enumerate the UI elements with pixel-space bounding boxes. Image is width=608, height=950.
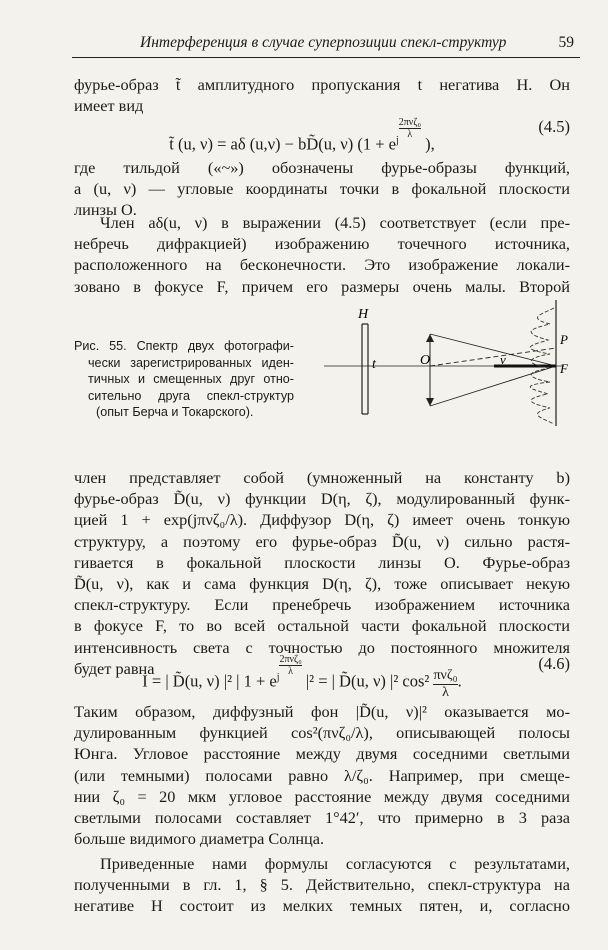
caption-line: (опыт Берча и Токарского). (96, 405, 254, 419)
figure-caption (74, 338, 294, 421)
caption-line: Рис. 55. Спектр двух фотографи- (74, 339, 294, 353)
page-header (72, 34, 580, 56)
caption-line: тичных и смещенных друг отно- (88, 372, 294, 386)
paragraph-5 (74, 701, 570, 849)
text-line: интенсивность света с точностью до постоянного множителя (74, 637, 570, 657)
equation-number: (4.5) (538, 117, 570, 136)
text-line: зовано в фокусе F, причем его размеры очень малы. Второй (74, 276, 570, 296)
text-line: светлыми полосами составляет 1°42′, что примерно в 3 раза (74, 808, 570, 828)
text-line: гивается в фокальной плоскости линзы O. Фурье-образ (74, 552, 570, 572)
paragraph-1 (74, 74, 570, 116)
equation-exponent: j 2πνζ₀ λ (395, 117, 421, 146)
caption-line: чески зарегистрированных иден- (88, 355, 294, 370)
lens-arrow-up (426, 334, 434, 342)
equation-middle: |² = | D̃(u, ν) |² cos² (305, 671, 430, 691)
ray-upper (430, 334, 556, 366)
equation-number: (4.6) (538, 654, 570, 673)
label-t: t (372, 357, 376, 372)
text-line: фурье-образ t̃ амплитудного пропускания t негатива H. Он (74, 75, 570, 94)
text-line: больше видимого диаметра Солнца. (74, 829, 325, 849)
text-line: имеет вид (74, 96, 144, 116)
label-o: O (420, 353, 431, 368)
text-line: Приведенные нами формулы согласуются с результатами, (100, 854, 570, 873)
text-line: Таким образом, диффузный фон |D̃(u, ν)|² оказывается мо- (74, 702, 570, 721)
text-line: фурье-образ D̃(u, ν) функции D(η, ζ), модулированный функ- (74, 489, 570, 509)
text-line: небречь дифракцией) изображению точечного источника, (74, 234, 570, 254)
equation-exponent: j 2πνζ₀ λ (276, 654, 302, 683)
text-line: в фокусе F, то во всей остальной части фокальной плоскости (74, 616, 570, 636)
equation-paren-open: (1 + e (357, 134, 396, 154)
text-line: линзы O. (74, 200, 137, 220)
text-line: расположенного на бесконечности. Это изображение локали- (74, 255, 570, 275)
text-line: полученными в гл. 1, § 5. Действительно, спекл-структура на (74, 875, 570, 895)
label-h: H (358, 307, 369, 322)
paragraph-6 (74, 853, 570, 917)
header-rule (72, 57, 580, 58)
text-line: D̃(u, ν), как и сама функция D(η, ζ), тоже описывает некую (74, 574, 570, 594)
text-line: нии ζ₀ = 20 мкм угловое расстояние между двумя соседними (74, 786, 570, 806)
equation-paren-close: ), (425, 134, 435, 154)
text-line: будет равна (74, 658, 155, 678)
equation-lhs: I = | D̃(u, ν) |² | 1 + e (142, 671, 277, 691)
text-line: дулированным функцией cos²(πνζ₀/λ), описывающей полосы (74, 723, 570, 743)
label-p: P (560, 332, 568, 347)
equation-lhs: t̃ (u, ν) = aδ (u,ν) − bD̃(u, ν) (169, 134, 354, 154)
paragraph-4 (74, 467, 570, 679)
equation-fraction: πνζ₀ λ (433, 667, 458, 700)
text-line: Юнга. Угловое расстояние между двумя соседними светлыми (74, 744, 570, 764)
text-line: цией 1 + exp(jπνζ₀/λ). Диффузор D(η, ζ) имеет очень тонкую (74, 510, 570, 530)
ray-lower (430, 366, 556, 406)
equation-4-6: I = | D̃(u, ν) |² | $1 + e^{j 2\pi\nu\zeta_0 \lambda}$ |² = | D̃(u, ν) |² cos² πνζ₀ λ . (4.6) (142, 654, 570, 700)
text-line: Член aδ(u, ν) в выражении (4.5) соответствует (если пре- (100, 213, 570, 232)
text-line: структуру, а поэтому его фурье-образ D̃(u, ν) сильно растя- (74, 531, 570, 551)
running-title: Интерференция в случае суперпозиции спекл-структур (140, 34, 507, 51)
paragraph-3 (74, 212, 570, 297)
figure-55-diagram (304, 294, 574, 434)
text-line: негативе H состоит из мелких темных пятен, и, согласно (74, 896, 570, 916)
page-number: 59 (558, 34, 574, 51)
equation-4-5 (74, 117, 570, 154)
caption-line: сительно друга спекл-структур (88, 388, 294, 403)
text-line: (или темными) полосами равно λ/ζ₀. Например, при смеще- (74, 765, 570, 785)
text-line: а (u, ν) — угловые координаты точки в фокальной плоскости (74, 179, 570, 199)
label-nu: ν (500, 352, 506, 367)
text-line: спекл-структуру. Если пренебречь изображением источника (74, 595, 570, 615)
label-f: F (560, 361, 568, 376)
text-line: где тильдой («~») обозначены фурье-образы функций, (74, 158, 570, 177)
text-line: член представляет собой (умноженный на константу b) (74, 468, 570, 487)
